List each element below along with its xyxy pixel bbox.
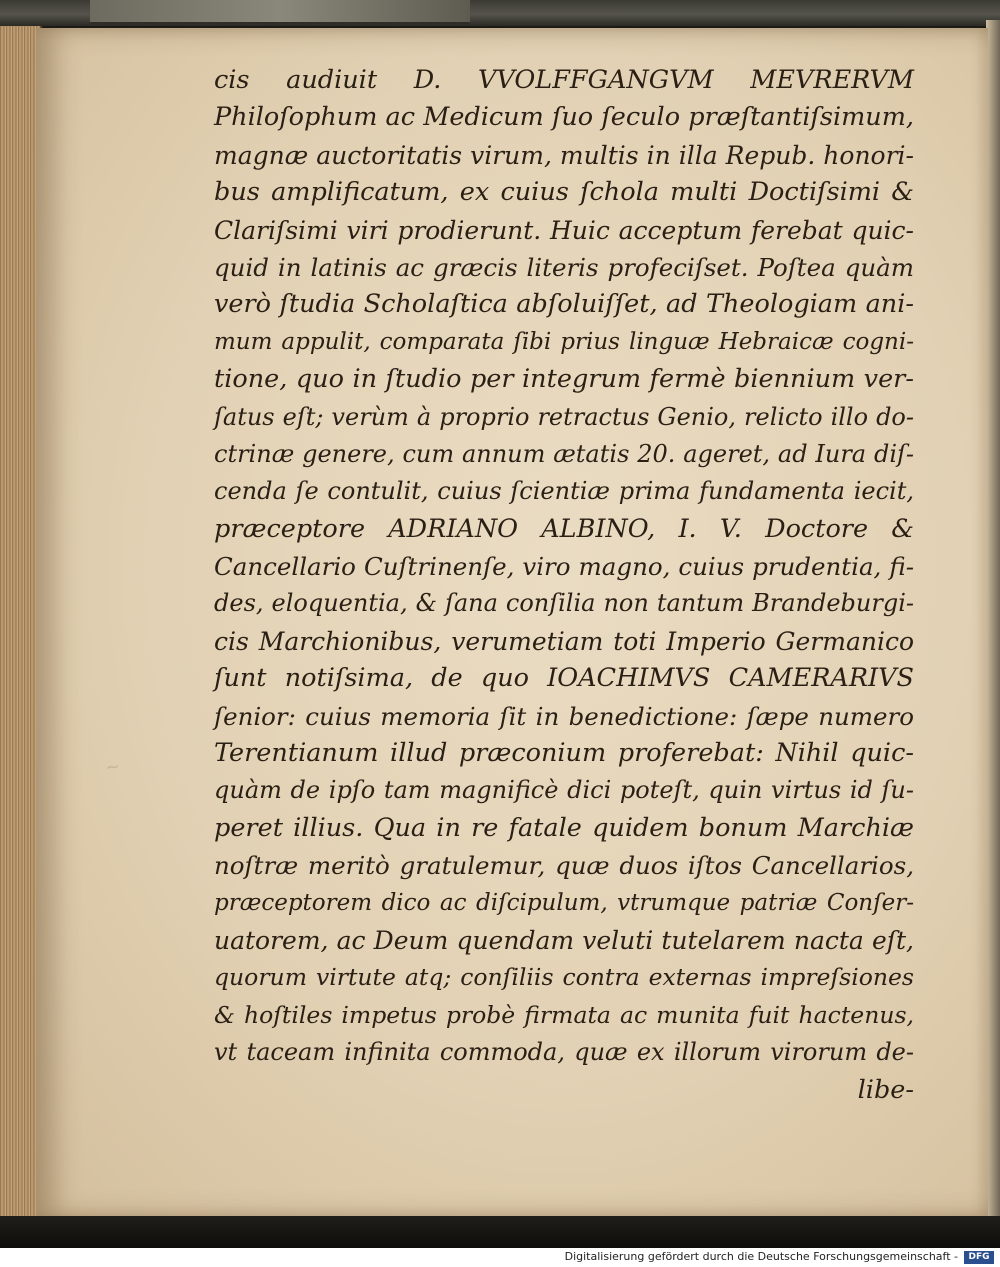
text-line: noſtræ meritò gratulemur, quæ duos iſtos Cancellarios, [214,851,914,881]
text-line: præceptorem dico ac diſcipulum, vtrumque patriæ Conſer- [214,889,914,916]
faint-show-through-mark: ~ [103,755,122,779]
text-line: quorum virtute atq; conſiliis contra externas impreſsiones [214,963,914,992]
text-line: & hoſtiles impetus probè firmata ac munita fuit hactenus, [214,1000,914,1029]
text-line: Philoſophum ac Medicum ſuo ſeculo præſtantiſsimum, [214,102,914,133]
page-text [214,62,914,1109]
text-line: quàm de ipſo tam magnificè dici poteſt, quin virtus id ſu- [214,776,914,805]
book-right-edge [986,20,1000,1220]
text-line: magnæ auctoritatis virum, multis in illa Repub. honori- [214,140,914,170]
text-line: verò ſtudia Scholaſtica abſoluiſſet, ad Theologiam ani- [214,289,914,320]
text-line: mum appulit, comparata ſibi prius linguæ Hebraicæ cogni- [214,328,914,355]
book-page [36,28,988,1218]
text-line: cis audiuit D. VVOLFFGANGVM MEVRERVM [214,65,914,95]
text-line: peret illius. Qua in re fatale quidem bonum Marchiæ [214,812,914,843]
text-line: cis Marchionibus, verumetiam toti Imperio Germanico [214,626,914,656]
dfg-logo-icon: DFG [964,1251,994,1264]
text-line: præceptore ADRIANO ALBINO, I. V. Doctore & [214,513,914,544]
text-line: tione, quo in ſtudio per integrum fermè biennium ver- [214,364,914,395]
text-line: ſenior: cuius memoria ſit in benedictione: ſæpe numero [214,701,914,731]
funding-credit: Digitalisierung gefördert durch die Deutsche Forschungsgemeinschaft - [564,1250,958,1263]
text-line: ſatus eſt; verùm à proprio retractus Genio, relicto illo do- [214,402,914,431]
text-line: cenda ſe contulit, cuius ſcientiæ prima fundamenta iecit, [214,477,914,506]
text-line: vt taceam infinita commoda, quæ ex illorum virorum de- [214,1038,914,1067]
text-line: Cancellario Cuſtrinenſe, viro magno, cuius prudentia, fi- [214,552,914,582]
text-line: bus amplificatum, ex cuius ſchola multi Doctiſsimi & [214,177,914,208]
text-line: uatorem, ac Deum quendam veluti tutelarem nacta eſt, [214,925,914,955]
binding-label-strip [90,0,470,24]
text-line: Terentianum illud præconium proferebat: Nihil quic- [214,738,914,769]
text-line: des, eloquentia, & ſana conſilia non tantum Brandeburgi- [214,589,914,618]
catchword: libe- [857,1074,914,1105]
book-bottom-binding [0,1216,1000,1248]
text-line: quid in latinis ac græcis literis profeciſset. Poſtea quàm [214,252,914,282]
text-line: ctrinæ genere, cum annum ætatis 20. ageret, ad Iura diſ- [214,439,914,468]
digitization-footer [0,1248,1000,1267]
text-line: Clariſsimi viri prodierunt. Huic acceptum ferebat quic- [214,215,914,245]
book-top-binding [0,0,1000,26]
text-line: ſunt notiſsima, de quo IOACHIMVS CAMERARIVS [214,663,914,694]
